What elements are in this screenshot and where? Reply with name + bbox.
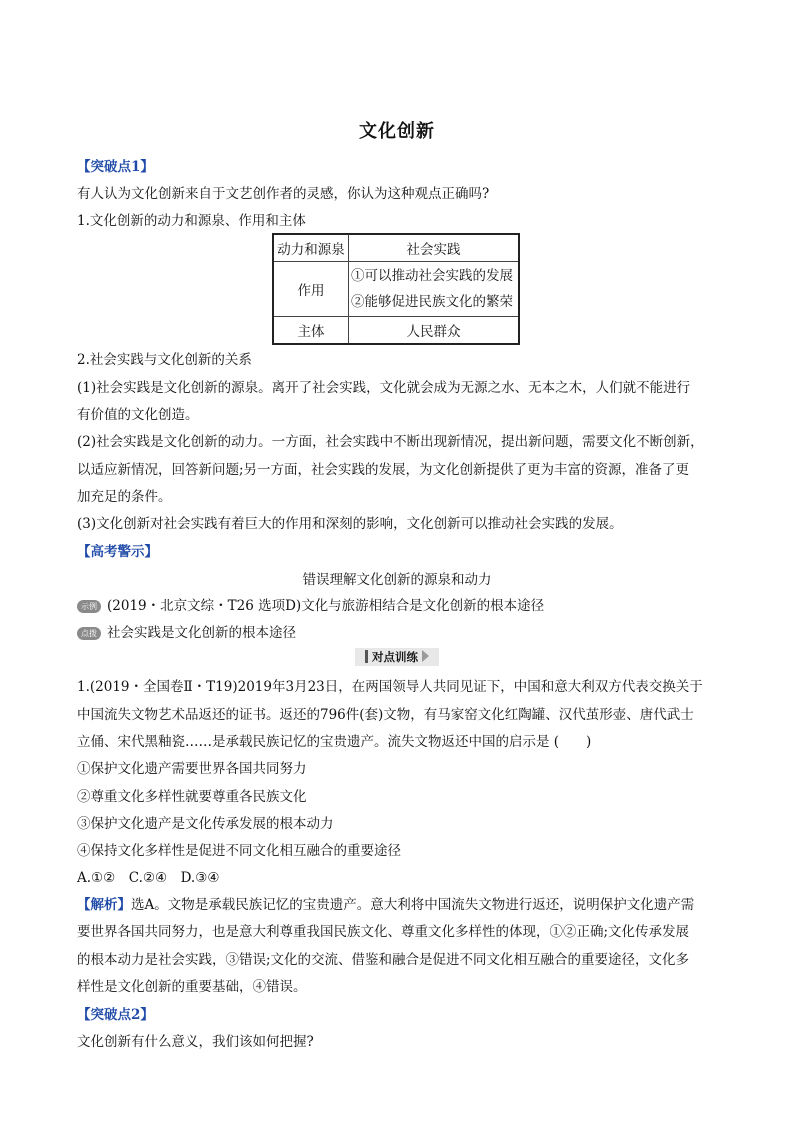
example-badge: 示例 (77, 600, 101, 613)
analysis-line-2: 要世界各国共同努力，也是意大利尊重我国民族文化、尊重文化多样性的体现，①②正确;文化传承发展 (77, 924, 690, 940)
option-4: ④保持文化多样性是促进不同文化相互融合的重要途径 (77, 843, 401, 859)
comment-badge: 点拨 (77, 627, 101, 640)
para-1-line-1: (1)社会实践是文化创新的源泉。离开了社会实践，文化就会成为无源之水、无本之木，人们就不能进行 (77, 380, 691, 396)
table-value-effect-1: ①可以推动社会实践的发展 (351, 268, 513, 284)
question-line-3: 立俑、宋代黑釉瓷……是承载民族记忆的宝贵遗产。流失文物返还中国的启示是 ( ) (77, 734, 592, 750)
option-2: ②尊重文化多样性就要尊重各民族文化 (77, 789, 307, 805)
analysis-text-1: 选A。文物是承载民族记忆的宝贵遗产。意大利将中国流失文物进行返还，说明保护文化遗产需 (131, 897, 695, 913)
comment-line (77, 621, 722, 641)
training-banner (0, 648, 794, 666)
table-label-subject: 主体 (273, 317, 349, 345)
page-title: 文化创新 (359, 121, 435, 142)
para-2-line-1: (2)社会实践是文化创新的动力。一方面，社会实践中不断出现新情况，提出新问题，需要文化不断创新， (77, 434, 704, 450)
option-1: ①保护文化遗产需要世界各国共同努力 (77, 761, 307, 777)
summary-table (272, 233, 520, 345)
analysis-line-4: 样性是文化创新的重要基础，④错误。 (77, 979, 307, 995)
question-1: 有人认为文化创新来自于文艺创作者的灵感，你认为这种观点正确吗? (77, 186, 490, 202)
table-label-source: 动力和源泉 (273, 234, 349, 262)
answer-choices: A.①② C.②④ D.③④ (77, 870, 220, 886)
table-value-source: 社会实践 (349, 234, 520, 262)
analysis-label: 【解析】 (77, 897, 131, 913)
analysis-line-3: 的根本动力是社会实践，③错误;文化的交流、借鉴和融合是促进不同文化相互融合的重要途径，文化多 (77, 952, 690, 968)
arrow-right-icon (422, 650, 429, 662)
breakthrough-2-heading: 【突破点2】 (77, 1007, 154, 1023)
warning-subtitle: 错误理解文化创新的源泉和动力 (302, 572, 492, 588)
option-3: ③保护文化遗产是文化传承发展的根本动力 (77, 816, 334, 832)
para-1-line-2: 有价值的文化创造。 (77, 407, 199, 423)
table-value-effect-2: ②能够促进民族文化的繁荣 (351, 294, 513, 310)
bar-decoration (365, 650, 368, 663)
question-line-1: 1.(2019・全国卷Ⅱ・T19)2019年3月23日，在两国领导人共同见证下，中国和意大利双方代表交换关于 (77, 679, 703, 695)
example-line (77, 594, 722, 614)
warning-heading: 【高考警示】 (77, 544, 158, 560)
training-label: 对点训练 (372, 650, 418, 664)
para-2-line-3: 加充足的条件。 (77, 489, 172, 505)
analysis-line-1 (77, 893, 722, 913)
example-text: (2019・北京文综・T26 选项D)文化与旅游相结合是文化创新的根本途径 (107, 598, 545, 614)
question-2: 文化创新有什么意义，我们该如何把握? (77, 1034, 314, 1050)
table-value-subject: 人民群众 (349, 317, 520, 345)
para-2-line-2: 以适应新情况，回答新问题;另一方面，社会实践的发展，为文化创新提供了更为丰富的资源，准备了更 (77, 462, 690, 478)
item-1: 1.文化创新的动力和源泉、作用和主体 (77, 213, 306, 229)
para-3: (3)文化创新对社会实践有着巨大的作用和深刻的影响，文化创新可以推动社会实践的发展。 (77, 516, 623, 532)
table-label-effect: 作用 (273, 262, 349, 317)
item-2: 2.社会实践与文化创新的关系 (77, 352, 252, 368)
comment-text: 社会实践是文化创新的根本途径 (107, 625, 296, 641)
breakthrough-1-heading: 【突破点1】 (77, 159, 154, 175)
question-line-2: 中国流失文物艺术品返还的证书。返还的796件(套)文物，有马家窑文化红陶罐、汉代茧形壶、唐代武士 (77, 707, 694, 723)
